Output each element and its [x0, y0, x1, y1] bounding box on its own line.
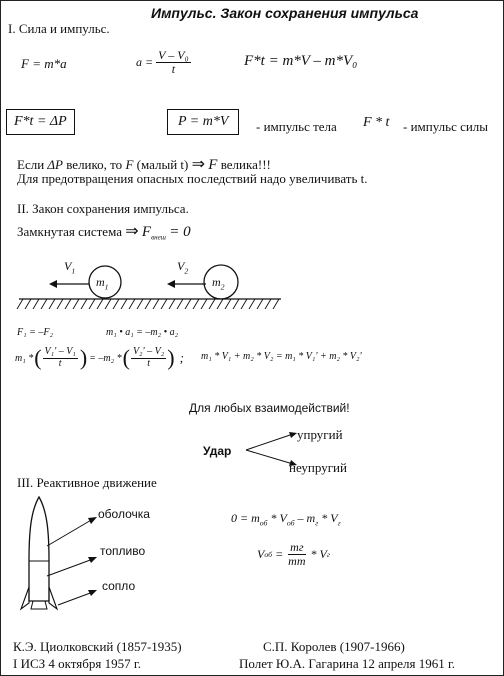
- line1-c: (малый t): [136, 157, 189, 172]
- rocket-fuel-label: топливо: [100, 544, 146, 558]
- boxed-formula-ft-dp: F*t = ΔP: [6, 109, 75, 135]
- ground-hatch: [17, 299, 279, 309]
- label-v2-sub: 2: [184, 266, 189, 276]
- eq1-lhs: 0 = m: [231, 511, 260, 525]
- formula-newton-text: F = m*a: [21, 56, 67, 71]
- line1-arrow: ⇒: [191, 156, 206, 173]
- rocket-icon: [21, 497, 57, 609]
- section3-heading: III. Реактивное движение: [17, 475, 157, 490]
- closed-sub: внеш: [151, 233, 166, 242]
- section1-heading: I. Сила и импульс.: [8, 21, 110, 36]
- line1-a: Если: [17, 157, 45, 172]
- eq1-sub2: об: [286, 518, 295, 528]
- line1-dp: ΔP: [47, 157, 63, 172]
- accel-fraction: [156, 49, 191, 75]
- eq2-fraction: [286, 541, 307, 567]
- label-m1-text: m: [96, 275, 105, 289]
- rocket-shell-label: оболочка: [98, 507, 150, 521]
- eq-frac-left-num: V₁' – V₁: [44, 346, 76, 357]
- eq-reactive-velocity: V об = $\frac{mг}{mт}$ * V г: [257, 540, 330, 568]
- section2-heading: II. Закон сохранения импульса.: [17, 201, 189, 216]
- accel-lhs: a =: [136, 54, 154, 69]
- accel-den: t: [171, 61, 176, 76]
- footer-left-line1: К.Э. Циолковский (1857-1935): [13, 639, 182, 654]
- impulse-force-label: - импульс силы: [403, 119, 489, 134]
- impact-label: Удар: [203, 444, 232, 458]
- boxed-formula-p: P = m*V: [167, 109, 239, 135]
- footer-right-line2: Полет Ю.А. Гагарина 12 апреля 1961 г.: [239, 656, 456, 671]
- closed-zero: = 0: [169, 224, 191, 240]
- eq-reactive-momentum: [231, 511, 341, 527]
- eq2-den: mт: [288, 553, 306, 568]
- eq-frac-right-den: t: [147, 357, 150, 369]
- label-m2-sub: 2: [220, 282, 225, 292]
- label-v1-text: V: [64, 259, 72, 273]
- eq-frac-left: [43, 347, 78, 369]
- elastic-label: упругий: [297, 427, 343, 442]
- eq-semicolon: ;: [179, 350, 184, 365]
- v2-arrowhead: [167, 280, 175, 288]
- line1-f: F: [125, 157, 134, 172]
- arrow-shell: [47, 519, 93, 546]
- closed-system-line: [17, 221, 191, 242]
- eq-frac-right-num: V₂' – V₂: [132, 346, 165, 357]
- for-all-interactions: Для любых взаимодействий!: [189, 401, 350, 415]
- accel-num: V – V₀: [158, 48, 189, 62]
- eq-frac-left-m: m₁ *: [15, 352, 34, 364]
- eq1-sub1: об: [259, 518, 268, 528]
- inelastic-label: неупругий: [289, 460, 347, 475]
- footer-left-line2: I ИСЗ 4 октября 1957 г.: [13, 656, 141, 671]
- label-v2: [177, 259, 188, 275]
- label-m1-sub: 1: [104, 282, 109, 292]
- label-m2: [212, 275, 225, 291]
- line1-f2: F: [208, 157, 218, 173]
- eq2-lhs: V: [257, 546, 265, 561]
- label-m2-text: m: [212, 275, 221, 289]
- closed-f: F: [141, 224, 152, 240]
- arrow-fuel: [47, 559, 93, 576]
- eq2-num: mг: [290, 540, 304, 554]
- eq1-end: * V: [321, 511, 338, 525]
- eq2-rhs: * V: [310, 546, 327, 561]
- closed-system-label: Замкнутая система: [17, 224, 122, 239]
- page-title: Импульс. Закон сохранения импульса: [151, 5, 419, 21]
- v1-arrowhead: [49, 280, 57, 288]
- force-impulse-expr: F * t: [363, 115, 390, 130]
- label-m1: [96, 275, 109, 291]
- eq1-sub4: г: [337, 518, 341, 528]
- line1-b: велико, то: [66, 157, 123, 172]
- eq2-rhs-sub: г: [326, 549, 330, 559]
- eq-fraction-form: m₁ * ( $\frac{\text{V₁' – V₁}}{t}$ ) = –m₂ * ( $\frac{\text{V₂' – V₂}}{t}$ ) ;: [15, 345, 184, 370]
- eq1-sub3: г: [315, 518, 319, 528]
- eq-frac-right: [131, 347, 166, 369]
- eq-frac-left-den: t: [58, 357, 62, 369]
- formula-acceleration: [136, 49, 191, 75]
- eq-momentum-conservation: m₁ * V₁ + m₂ * V₂ = m₁ * V₁' + m₂ * V₂': [201, 351, 362, 362]
- label-v1-sub: 1: [71, 266, 76, 276]
- collision-diagram: [1, 251, 504, 321]
- eq1-mid: * V: [270, 511, 287, 525]
- line1-d: велика!!!: [220, 157, 271, 172]
- text-line-prevent: Для предотвращения опасных последствий надо увеличивать t.: [17, 171, 368, 186]
- formula-ft: F*t = m*V – m*V₀: [244, 53, 358, 69]
- eq-accel: m₁ • a₁ = –m₂ • a₂: [106, 327, 179, 338]
- eq2-lhs-sub: об: [264, 549, 273, 559]
- eq-frac-mid: = –m₂ *: [89, 352, 122, 364]
- rocket-nozzle-label: сопло: [102, 579, 136, 593]
- closed-arrow: ⇒: [125, 223, 139, 240]
- arrow-nozzle: [58, 592, 93, 605]
- impulse-body-label: - импульс тела: [256, 119, 337, 134]
- eq-forces: F₁ = –F₂: [17, 327, 53, 338]
- label-v2-text: V: [177, 259, 185, 273]
- label-v1: [64, 259, 75, 275]
- formula-newton: [21, 56, 67, 72]
- footer-right-line1: С.П. Королев (1907-1966): [263, 639, 405, 654]
- eq1-mid2: – m: [297, 511, 316, 525]
